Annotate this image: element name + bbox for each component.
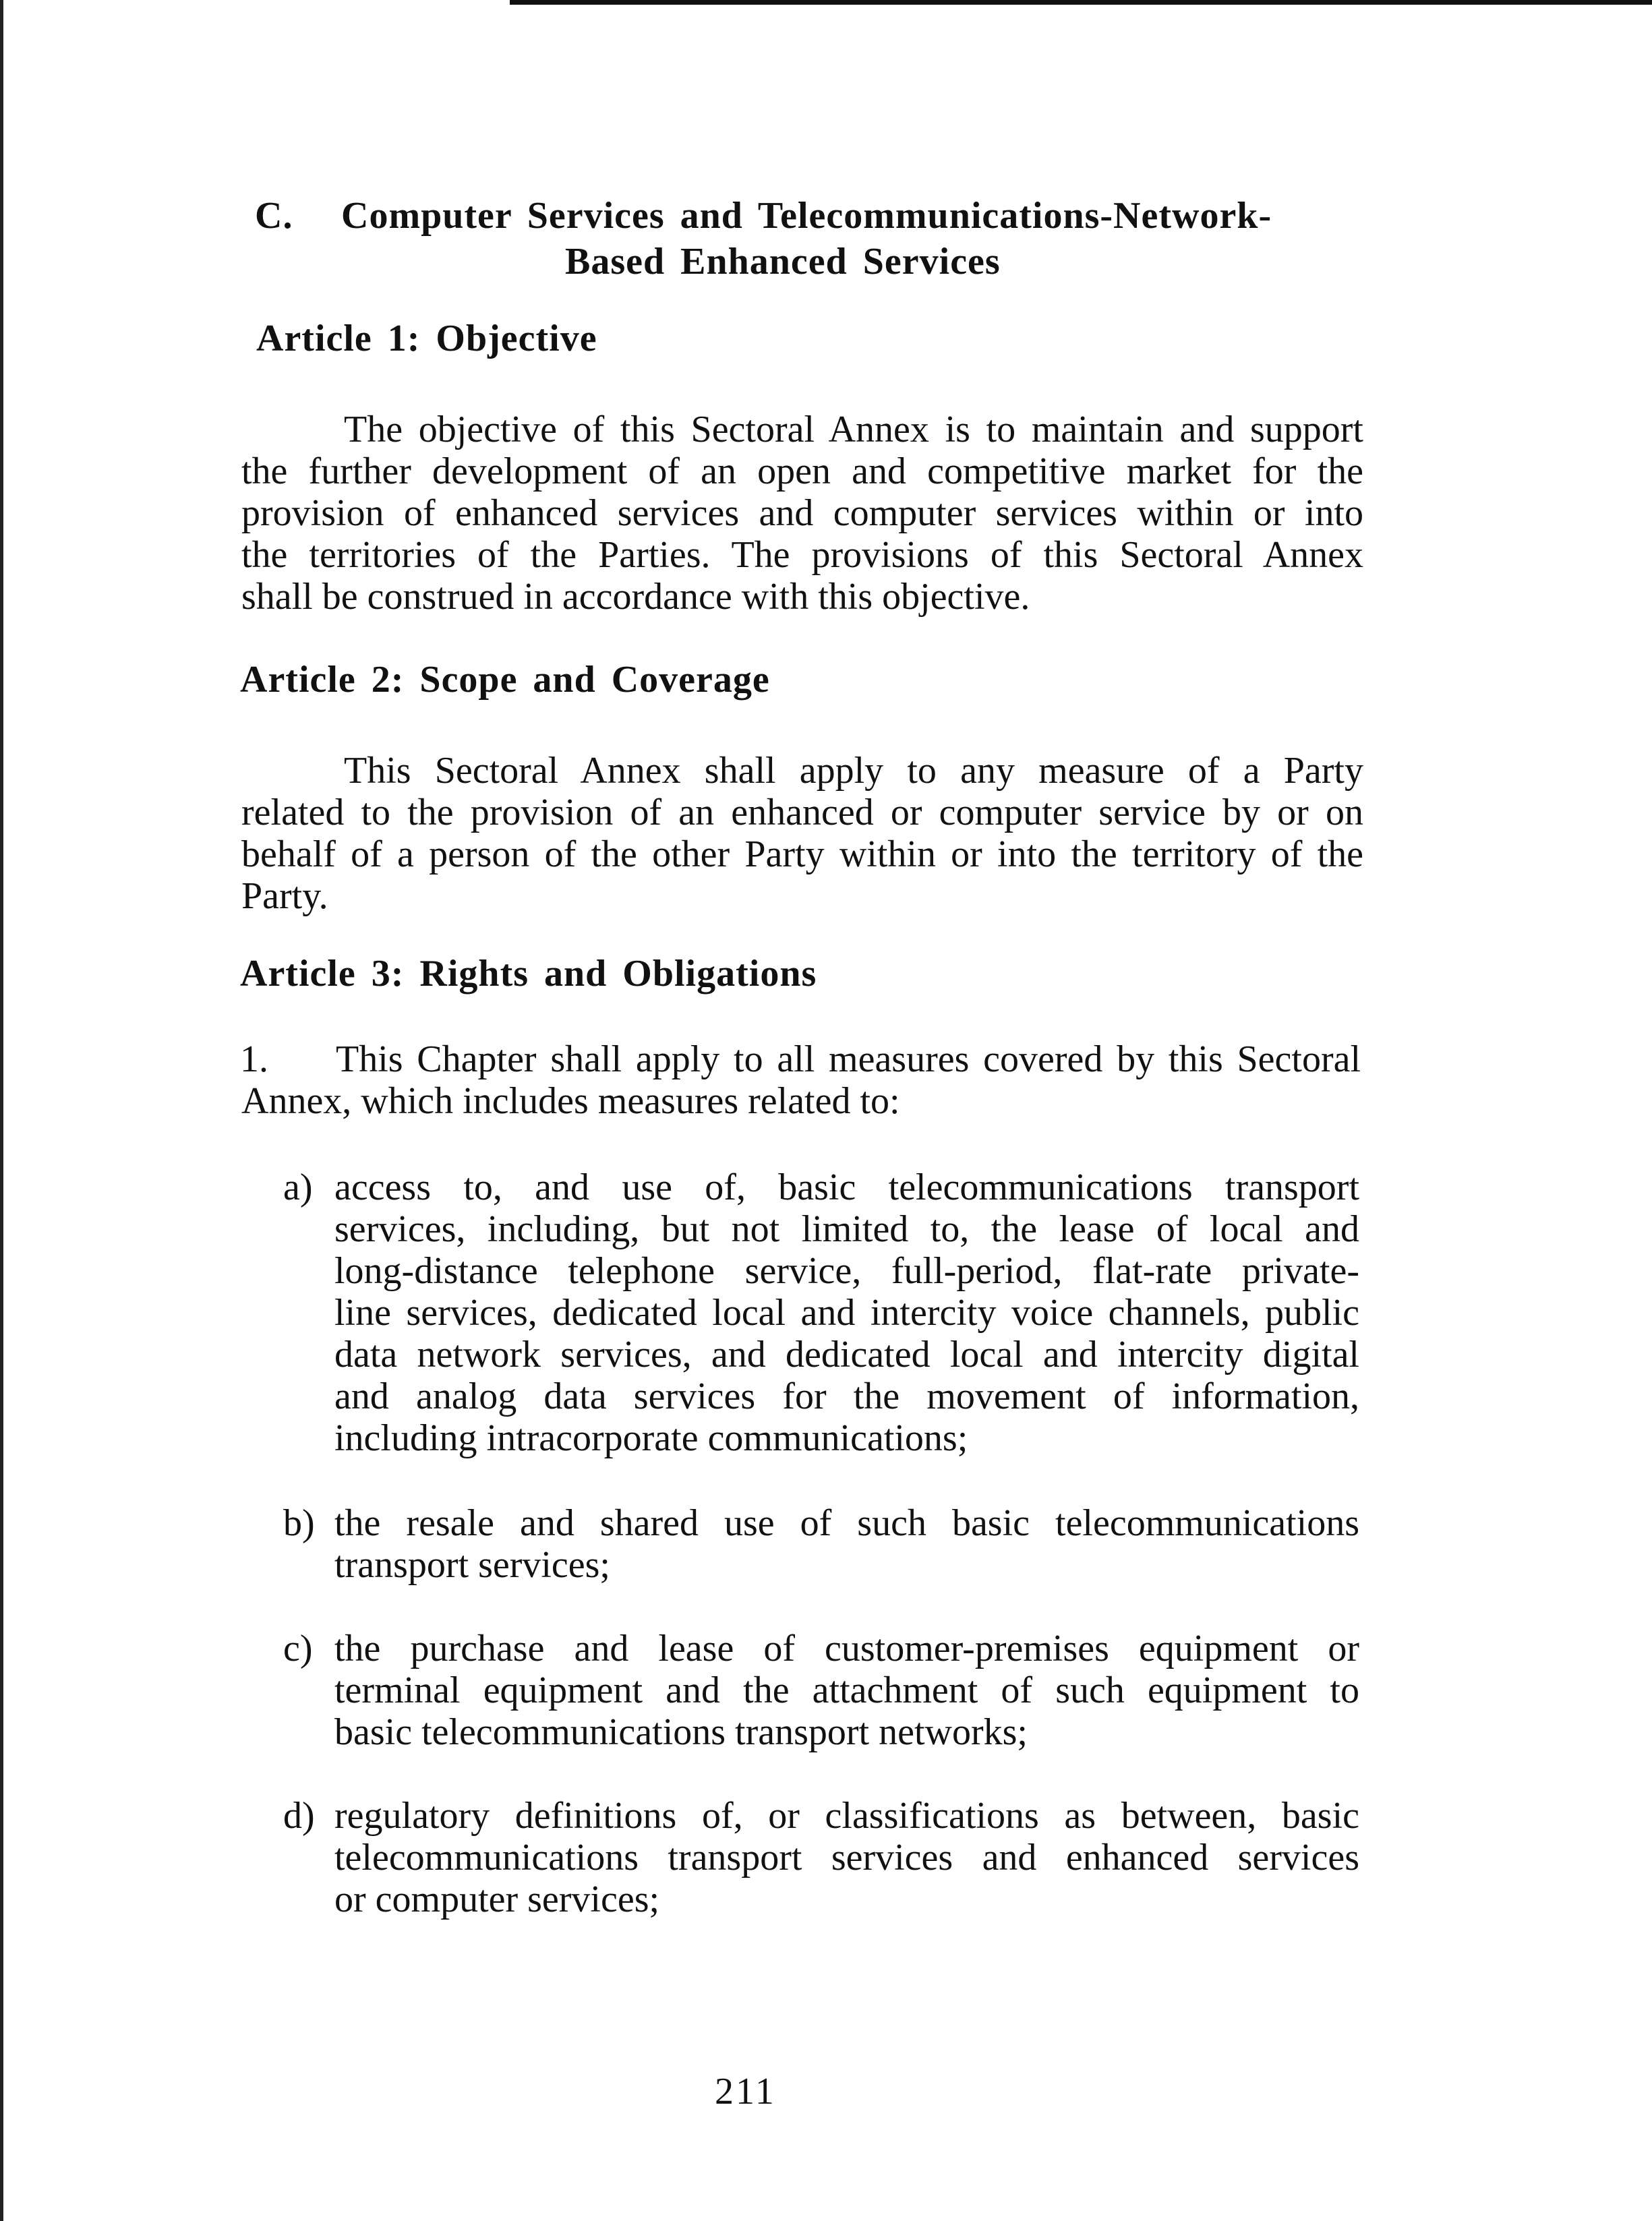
item-b-label: b) (283, 1502, 315, 1544)
text-line: long-distance telephone service, full-period, flat-rate private- (334, 1250, 1359, 1292)
text-line: Party. (241, 875, 328, 917)
text-line: or computer services; (334, 1878, 660, 1920)
text-line: shall be construed in accordance with this objective. (241, 576, 1030, 618)
item-b-text (334, 1502, 1359, 1586)
text-line: transport services; (334, 1544, 610, 1586)
item-c-label: c) (283, 1628, 313, 1669)
item-d-label: d) (283, 1795, 315, 1837)
text-line: including intracorporate communications; (334, 1417, 968, 1459)
text-line: line services, dedicated local and intercity voice channels, public (334, 1292, 1359, 1334)
text-line: This Chapter shall apply to all measures covered by this Sectoral (336, 1038, 1361, 1080)
text-line: terminal equipment and the attachment of such equipment to (334, 1669, 1359, 1711)
text-line: the purchase and lease of customer-premises equipment or (334, 1628, 1359, 1669)
article3-heading: Article 3: Rights and Obligations (240, 953, 817, 995)
text-line: access to, and use of, basic telecommunications transport (334, 1166, 1359, 1208)
item-a-text (334, 1166, 1359, 1459)
text-line: The objective of this Sectoral Annex is to maintain and support (344, 409, 1363, 450)
item-d-text (334, 1795, 1359, 1920)
item-a-label: a) (283, 1166, 313, 1208)
text-line: the resale and shared use of such basic telecommunications (334, 1502, 1359, 1544)
section-heading-line1: Computer Services and Telecommunications-Network- (341, 195, 1272, 237)
section-heading-letter: C. (255, 195, 293, 237)
text-line: basic telecommunications transport networks; (334, 1711, 1028, 1753)
text-line: the further development of an open and competitive market for the (241, 450, 1363, 492)
section-heading-line2: Based Enhanced Services (565, 241, 1001, 283)
text-line: telecommunications transport services and enhanced services (334, 1837, 1359, 1878)
text-line: data network services, and dedicated local and intercity digital (334, 1334, 1359, 1375)
text-line: behalf of a person of the other Party within or into the territory of the (241, 833, 1363, 875)
item-c-text (334, 1628, 1359, 1753)
text-line: and analog data services for the movement of information, (334, 1375, 1359, 1417)
text-line: provision of enhanced services and computer services within or into (241, 492, 1363, 534)
article3-paragraph1 (241, 1038, 1361, 1122)
article1-heading: Article 1: Objective (256, 318, 597, 359)
left-rule (0, 0, 3, 2221)
article2-paragraph (241, 750, 1363, 917)
article2-heading: Article 2: Scope and Coverage (240, 659, 770, 701)
text-line: This Sectoral Annex shall apply to any measure of a Party (344, 750, 1363, 792)
text-line: the territories of the Parties. The provisions of this Sectoral Annex (241, 534, 1363, 576)
top-rule (510, 0, 1652, 5)
text-line: related to the provision of an enhanced or computer service by or on (241, 792, 1363, 833)
page-number: 211 (715, 2071, 776, 2112)
paragraph-number: 1. (240, 1038, 268, 1080)
article1-paragraph (241, 409, 1363, 618)
text-line: Annex, which includes measures related to: (241, 1080, 900, 1122)
text-line: regulatory definitions of, or classifications as between, basic (334, 1795, 1359, 1837)
text-line: services, including, but not limited to, the lease of local and (334, 1208, 1359, 1250)
